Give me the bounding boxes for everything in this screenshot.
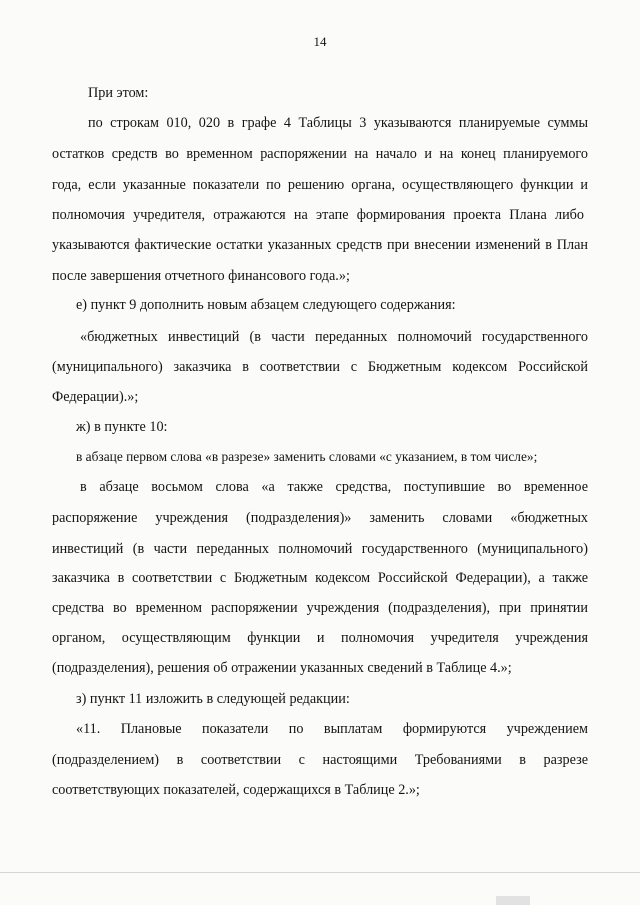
- paragraph-line: указываются фактические остатки указанных средств при внесении изменений в План: [52, 237, 588, 253]
- paragraph-line: з) пункт 11 изложить в следующей редакции:: [76, 691, 350, 707]
- paragraph-line: «11. Плановые показатели по выплатам формируются учреждением: [76, 721, 588, 737]
- paragraph-line: после завершения отчетного финансового года.»;: [52, 268, 350, 284]
- paragraph-line: в абзаце первом слова «в разрезе» заменить словами «с указанием, в том числе»;: [76, 449, 538, 464]
- paragraph-line: (подразделения), решения об отражении указанных сведений в Таблице 4.»;: [52, 660, 512, 676]
- paragraph-line: года, если указанные показатели по решению органа, осуществляющего функции и: [52, 177, 588, 193]
- paragraph-line: средства во временном распоряжении учреждения (подразделения), при принятии: [52, 600, 588, 616]
- scan-edge-line: [0, 872, 640, 873]
- paragraph-line: в абзаце восьмом слова «а также средства, поступившие во временное: [80, 479, 588, 495]
- paragraph-line: заказчика в соответствии с Бюджетным кодексом Российской Федерации), а также: [52, 570, 588, 586]
- paragraph-line: «бюджетных инвестиций (в части переданных полномочий государственного: [80, 329, 588, 345]
- paragraph-line: полномочия учредителя, отражаются на этапе формирования проекта Плана либо: [52, 207, 584, 223]
- paragraph-line: е) пункт 9 дополнить новым абзацем следующего содержания:: [76, 297, 456, 313]
- paragraph-line: по строкам 010, 020 в графе 4 Таблицы 3 указываются планируемые суммы: [88, 115, 588, 131]
- paragraph-line: (подразделением) в соответствии с настоящими Требованиями в разрезе: [52, 752, 588, 768]
- paragraph-line: распоряжение учреждения (подразделения)» заменить словами «бюджетных: [52, 510, 588, 526]
- scan-artifact: [496, 896, 530, 905]
- paragraph-line: При этом:: [88, 85, 149, 101]
- paragraph-line: соответствующих показателей, содержащихся в Таблице 2.»;: [52, 782, 420, 798]
- paragraph-line: остатков средств во временном распоряжении на начало и на конец планируемого: [52, 146, 588, 162]
- page-number: 14: [313, 34, 327, 49]
- paragraph-line: (муниципального) заказчика в соответствии с Бюджетным кодексом Российской: [52, 359, 588, 375]
- paragraph-line: ж) в пункте 10:: [76, 419, 168, 435]
- paragraph-line: инвестиций (в части переданных полномочий государственного (муниципального): [52, 541, 588, 557]
- paragraph-line: Федерации).»;: [52, 389, 139, 405]
- paragraph-line: органом, осуществляющим функции и полномочия учредителя учреждения: [52, 630, 588, 646]
